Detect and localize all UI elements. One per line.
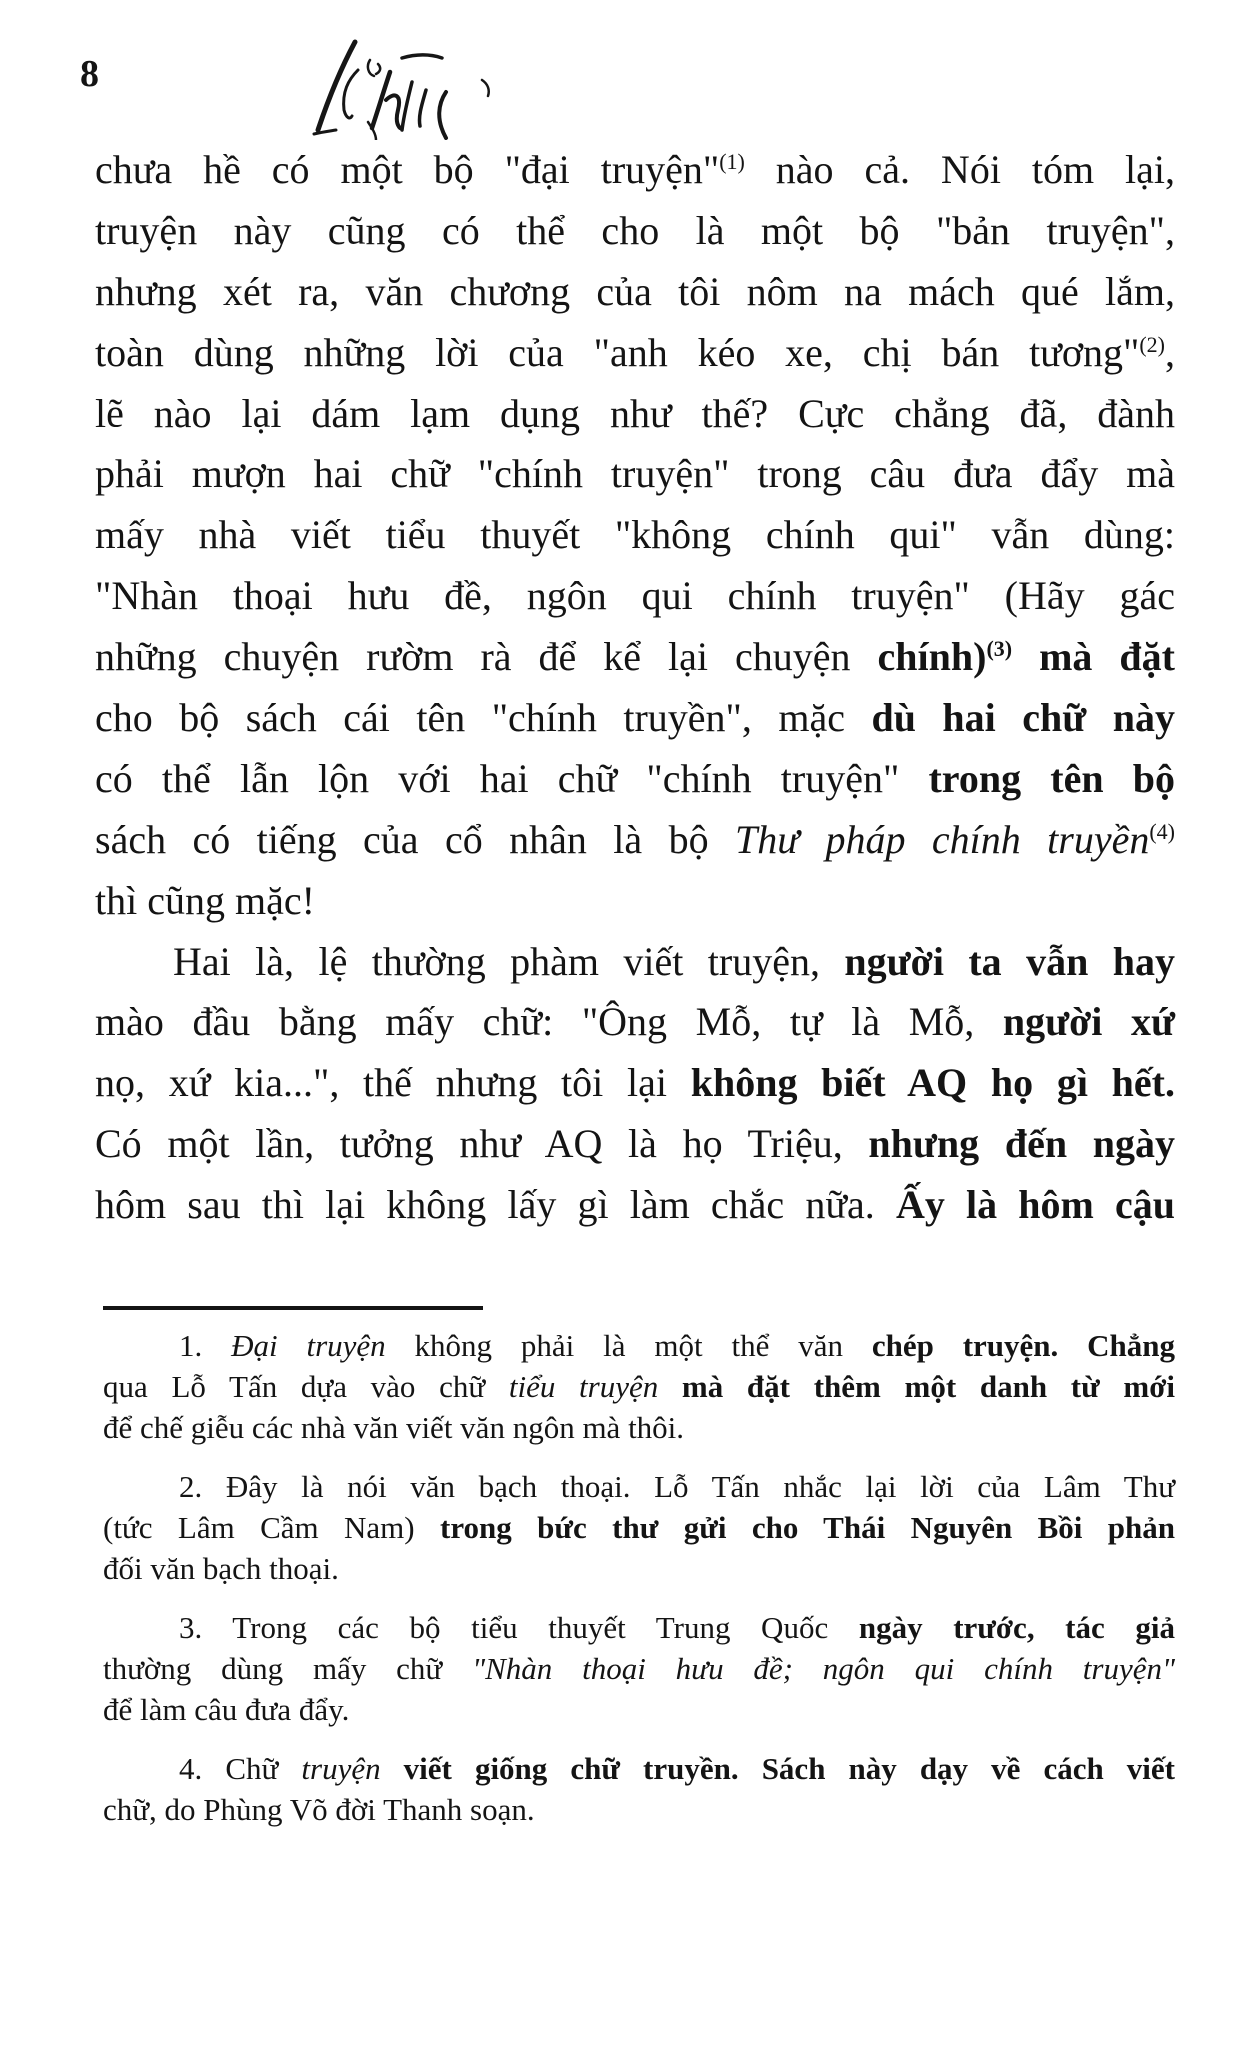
text-run: lẽ nào lại dám lạm dụng như thế? Cực chẳng đã, đành: [95, 390, 1175, 436]
body-text-line: [95, 384, 1175, 445]
text-run: người ta vẫn hay: [844, 938, 1176, 984]
text-run: viết giống chữ truyền. Sách này dạy về cách viết: [380, 1751, 1175, 1786]
text-run: phải mượn hai chữ "chính truyện" trong câu đưa đẩy mà: [95, 451, 1175, 497]
body-text-line: [95, 505, 1175, 566]
text-run: mào đầu bằng mấy chữ: "Ông Mỗ, tự là Mỗ,: [95, 999, 1003, 1045]
text-run: chính): [877, 634, 987, 680]
text-run: nhưng xét ra, văn chương của tôi nôm na mách qué lắm,: [95, 268, 1175, 314]
text-run: đối văn bạch thoại.: [103, 1551, 339, 1586]
text-run: ngày trước, tác giả: [858, 1610, 1176, 1645]
footnote-line: [103, 1548, 1175, 1589]
footnote-line: [103, 1748, 1175, 1789]
page-number: 8: [80, 53, 99, 95]
footnote-line: [103, 1648, 1175, 1689]
footnote-line: [103, 1366, 1175, 1407]
text-run: Ấy là hôm cậu: [895, 1182, 1175, 1228]
text-run: trong bức thư gửi cho Thái Nguyên Bồi phản: [440, 1510, 1176, 1545]
text-run: nào cả. Nói tóm lại,: [744, 147, 1175, 192]
text-run: 4. Chữ: [179, 1751, 302, 1786]
text-run: dù hai chữ này: [871, 695, 1175, 741]
body-text-line: [95, 444, 1175, 505]
body-text-line: [95, 201, 1175, 262]
footnote-line: [103, 1466, 1175, 1507]
text-run: Đại truyện: [231, 1328, 386, 1363]
text-run: hôm sau thì lại không lấy gì làm chắc nữa.: [95, 1182, 896, 1228]
text-run: ,: [1165, 329, 1175, 375]
text-run: mà đặt: [1012, 634, 1175, 680]
text-run: những chuyện rườm rà để kể lại chuyện: [95, 634, 878, 680]
text-run: người xứ: [1002, 999, 1176, 1045]
body-text-line: [95, 323, 1175, 384]
text-run: qua Lỗ Tấn dựa vào chữ: [103, 1369, 509, 1404]
footnote-line: [103, 1789, 1175, 1830]
text-run: có thể lẫn lộn với hai chữ "chính truyện": [95, 755, 929, 801]
text-run: "Nhàn thoại hưu đề; ngôn qui chính truyện": [472, 1651, 1176, 1686]
text-run: Hai là, lệ thường phàm viết truyện,: [173, 938, 845, 984]
text-run: sách có tiếng của cổ nhân là bộ: [95, 816, 735, 862]
footnote-reference[interactable]: (1): [719, 149, 745, 174]
text-run: chưa hề có một bộ "đại truyện": [95, 147, 720, 192]
text-run: truyện: [301, 1751, 381, 1786]
body-text-line: [95, 1175, 1175, 1236]
text-run: tiểu truyện: [508, 1369, 659, 1404]
body-text-line: [95, 749, 1175, 810]
body-text-line: [95, 810, 1175, 871]
handwritten-signature-icon: [190, 30, 510, 140]
footnote-separator: [103, 1306, 483, 1310]
text-run: mấy nhà viết tiểu thuyết "không chính qui" vẫn dùng:: [95, 512, 1175, 558]
text-run: truyện này cũng có thể cho là một bộ "bản truyện",: [95, 207, 1175, 253]
page-header: [80, 30, 680, 110]
body-text-line: [95, 566, 1175, 627]
text-run: cho bộ sách cái tên "chính truyền", mặc: [95, 695, 872, 741]
body-text-line: [95, 627, 1175, 688]
text-run: 1.: [179, 1328, 232, 1363]
footnote-line: [103, 1607, 1175, 1648]
footnote-reference[interactable]: (3): [986, 636, 1013, 662]
footnote-reference[interactable]: (4): [1149, 818, 1175, 844]
body-text-line: [95, 992, 1175, 1053]
footnotes-section: [103, 1325, 1175, 1848]
text-run: để làm câu đưa đẩy.: [103, 1692, 350, 1727]
text-run: "Nhàn thoại hưu đề, ngôn qui chính truyện" (Hãy gác: [95, 573, 1175, 619]
footnote-3: [103, 1607, 1175, 1730]
text-run: nọ, xứ kia...", thế nhưng tôi lại: [95, 1060, 691, 1106]
text-run: nhưng đến ngày: [868, 1121, 1176, 1167]
text-run: trong tên bộ: [928, 755, 1175, 801]
main-body-text: [95, 140, 1175, 1236]
body-text-line: [95, 1114, 1175, 1175]
text-run: chép truyện. Chẳng: [871, 1328, 1175, 1363]
text-run: để chế giễu các nhà văn viết văn ngôn mà thôi.: [103, 1410, 685, 1445]
footnote-1: [103, 1325, 1175, 1448]
text-run: 2. Đây là nói văn bạch thoại. Lỗ Tấn nhắc lại lời của Lâm Thư: [179, 1469, 1175, 1504]
footnote-reference[interactable]: (2): [1139, 331, 1165, 357]
text-run: Có một lần, tưởng như AQ là họ Triệu,: [95, 1121, 869, 1167]
text-run: chữ, do Phùng Võ đời Thanh soạn.: [103, 1792, 535, 1827]
text-run: Thư pháp chính truyền: [734, 816, 1150, 862]
body-text-line: [95, 140, 1175, 201]
body-text-line: [95, 688, 1175, 749]
body-text-line: [95, 932, 1175, 993]
text-run: (tức Lâm Cầm Nam): [103, 1510, 441, 1545]
text-run: mà đặt thêm một danh từ mới: [658, 1369, 1175, 1404]
text-run: thì cũng mặc!: [95, 877, 315, 923]
body-text-line: [95, 262, 1175, 323]
footnote-line: [103, 1689, 1175, 1730]
text-run: 3. Trong các bộ tiểu thuyết Trung Quốc: [179, 1610, 859, 1645]
text-run: toàn dùng những lời của "anh kéo xe, chị bán tương": [95, 329, 1140, 375]
footnote-2: [103, 1466, 1175, 1589]
body-text-line: [95, 1053, 1175, 1114]
text-run: không phải là một thể văn: [385, 1328, 872, 1363]
footnote-line: [103, 1407, 1175, 1448]
body-text-line: [95, 871, 1175, 932]
footnote-4: [103, 1748, 1175, 1830]
footnote-line: [103, 1325, 1175, 1366]
text-run: thường dùng mấy chữ: [103, 1651, 473, 1686]
text-run: không biết AQ họ gì hết.: [690, 1060, 1175, 1106]
footnote-line: [103, 1507, 1175, 1548]
